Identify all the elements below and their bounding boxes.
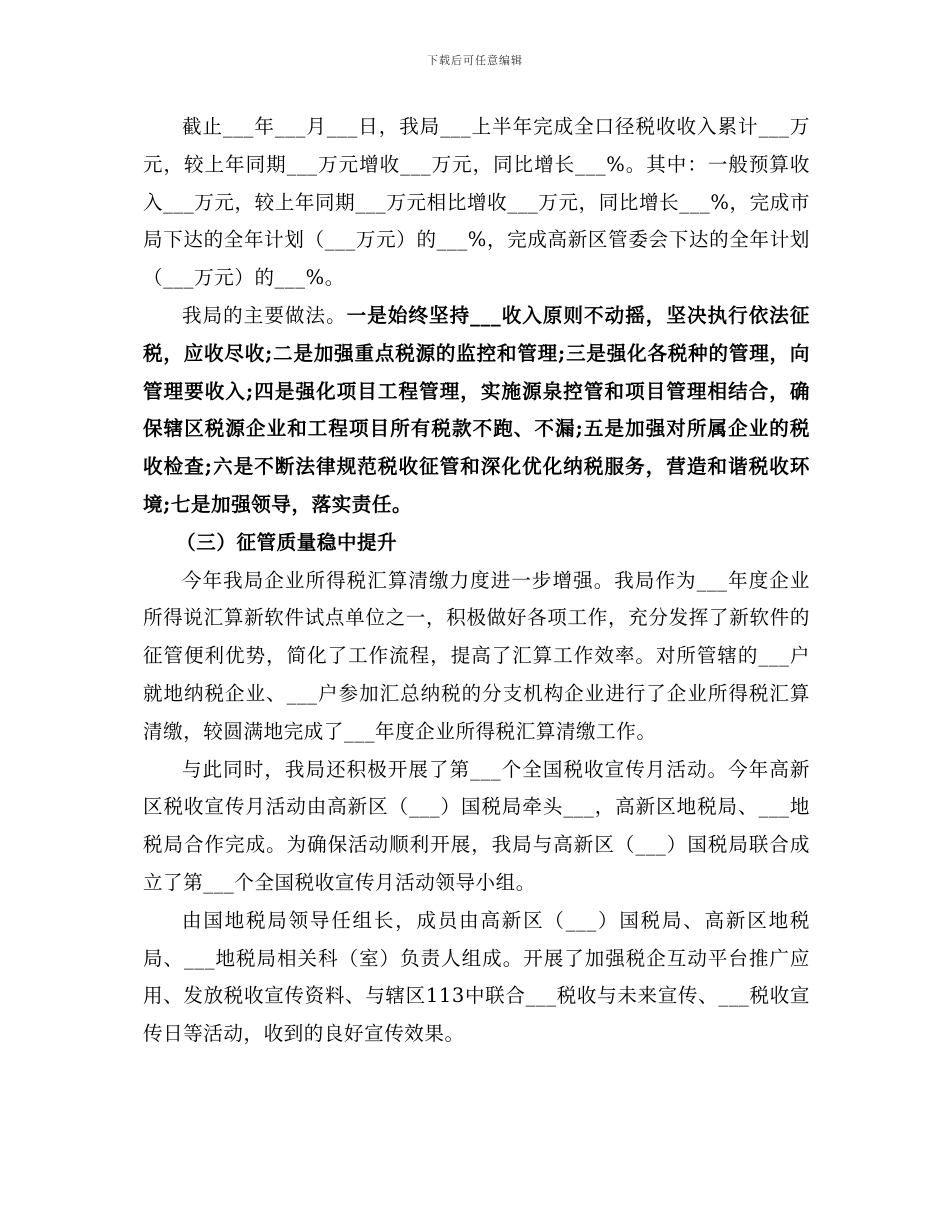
paragraph-main-practices-lead: 我局的主要做法。 xyxy=(182,303,347,327)
paragraph-tax-month: 与此同时，我局还积极开展了第___个全国税收宣传月活动。今年高新区税收宣传月活动由高新区（___）国税局牵头___，高新区地税局、___地税局合作完成。为确保活动顺利开展，我局与高新区（___）国税局联合成立了第___个全国税收宣传月活动领导小组。 xyxy=(143,757,810,894)
paragraph-main-practices-points: 一是始终坚持___收入原则不动摇，坚决执行依法征税，应收尽收;二是加强重点税源的监控和管理;三是强化各税种的管理，向管理要收入;四是强化项目工程管理，实施源泉控管和项目管理相结合，确保辖区税源企业和工程项目所有税款不跑、不漏;五是加强对所属企业的税收检查;六是不断法律规范税收征管和深化优化纳税服务，营造和谐税收环境;七是加强领导，落实责任。 xyxy=(143,303,810,516)
paragraph-tax-revenue: 截止___年___月___日，我局___上半年完成全口径税收收入累计___万元，较上年同期___万元增收___万元，同比增长___%。其中：一般预算收入___万元，较上年同期___万元相比增收___万元，同比增长___%，完成市局下达的全年计划（___万元）的___%，完成高新区管委会下达的全年计划（___万元）的___%。 xyxy=(143,115,810,290)
paragraph-main-practices xyxy=(143,297,810,524)
section-heading: （三）征管质量稳中提升 xyxy=(176,530,398,554)
page-header: 下载后可任意编辑 xyxy=(427,54,523,67)
paragraph-income-tax: 今年我局企业所得税汇算清缴力度进一步增强。我局作为___年度企业所得说汇算新软件试点单位之一，积极做好各项工作，充分发挥了新软件的征管便利优势，简化了工作流程，提高了汇算工作效率。对所管辖的___户就地纳税企业、___户参加汇总纳税的分支机构企业进行了企业所得税汇算清缴，较圆满地完成了___年度企业所得税汇算清缴工作。 xyxy=(143,568,810,743)
document-body xyxy=(143,108,810,1053)
paragraph-leadership-group: 由国地税局领导任组长，成员由高新区（___）国税局、高新区地税局、___地税局相关科（室）负责人组成。开展了加强税企互动平台推广应用、发放税收宣传资料、与辖区113中联合___税收与未来宣传、___税收宣传日等活动，收到的良好宣传效果。 xyxy=(143,908,810,1046)
